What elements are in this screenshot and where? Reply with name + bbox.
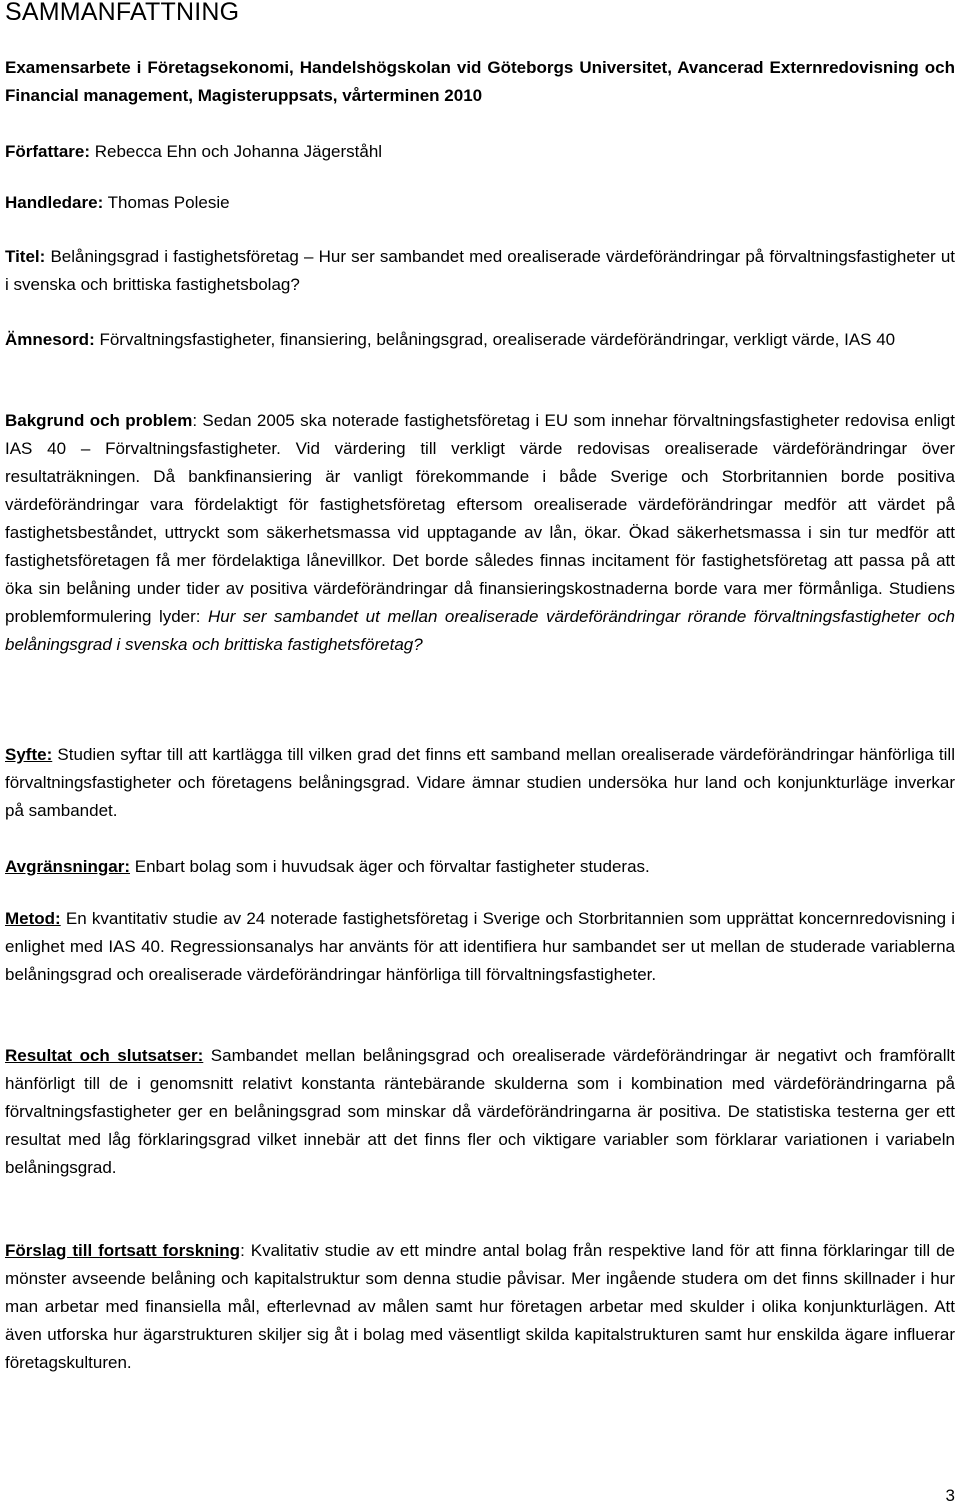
page-heading: SAMMANFATTNING xyxy=(5,0,240,26)
delimitations-section xyxy=(5,853,955,881)
background-section xyxy=(5,407,955,659)
method-section xyxy=(5,905,955,989)
results-label: Resultat och slutsatser: xyxy=(5,1046,204,1065)
results-value: Sambandet mellan belåningsgrad och orealiserade värdeförändringar är negativt och framförallt hänförligt till de i genomsnitt relativt konstanta räntebärande skulderna som i kombination med värdeförändringarna på förvaltningsfastigheter ger en belåningsgrad som minskar då värdeförändringarna är positiva. De statistiska testerna ger ett resultat med låg förklaringsgrad vilket innebär att det finns fler och viktigare variabler som förklarar variationen i variabeln belåningsgrad. xyxy=(5,1046,955,1177)
supervisor-value: Thomas Polesie xyxy=(103,193,230,212)
page-number: 3 xyxy=(945,1486,955,1505)
method-value: En kvantitativ studie av 24 noterade fastighetsföretag i Sverige och Storbritannien som upprättat koncernredovisning i enlighet med IAS 40. Regressionsanalys har använts för att identifiera hur sambandet ser ut mellan de studerade variablerna belåningsgrad och orealiserade värdeförändringar hänförliga till förvaltningsfastigheter. xyxy=(5,909,955,984)
keywords-value: Förvaltningsfastigheter, finansiering, belåningsgrad, orealiserade värdeförändringar, verkligt värde, IAS 40 xyxy=(94,330,896,349)
supervisor-label: Handledare: xyxy=(5,193,104,212)
background-text: : Sedan 2005 ska noterade fastighetsföretag i EU som innehar förvaltningsfastigheter redovisa enligt IAS 40 – Förvaltningsfastigheter. Vid värdering till verkligt värde redovisas orealiserade värdeförändringar över resultaträkningen. Då bankfinansiering är vanligt förekommande i både Sverige och Storbritannien borde positiva värdeförändringar vara fördelaktigt för fastighetsföretag eftersom orealiserade värdeförändringar medför att värdet på fastighetsbeståndet, uttryckt som säkerhetsmassa vid upptagande av lån, ökar. Ökad säkerhetsmassa i sin tur medför att fastighetsföretagen få mer fördelaktiga lånevillkor. Det borde således finnas incitament för fastighetsföretag att passa på att öka sin belåning under tider av positiva värdeförändringar då finansieringskostnaderna borde vara mer förmånliga. Studiens problemformulering lyder: xyxy=(5,411,955,626)
authors-label: Författare: xyxy=(5,142,91,161)
keywords-line xyxy=(5,326,955,354)
supervisor-line xyxy=(5,189,955,217)
delimitations-value: Enbart bolag som i huvudsak äger och förvaltar fastigheter studeras. xyxy=(130,857,650,876)
title-line xyxy=(5,243,955,299)
results-section xyxy=(5,1042,955,1182)
further-research-section xyxy=(5,1237,955,1377)
title-label: Titel: xyxy=(5,247,46,266)
further-research-label: Förslag till fortsatt forskning xyxy=(5,1241,241,1260)
delimitations-label: Avgränsningar: xyxy=(5,857,131,876)
research-question: Hur ser sambandet ut mellan orealiserade värdeförändringar rörande förvaltningsfastigheter och belåningsgrad i svenska och brittiska fastighetsföretag? xyxy=(5,607,956,654)
purpose-label: Syfte: xyxy=(5,745,53,764)
authors-value: Rebecca Ehn och Johanna Jägerståhl xyxy=(90,142,383,161)
title-value: Belåningsgrad i fastighetsföretag – Hur ser sambandet med orealiserade värdeförändringar på förvaltningsfastigheter ut i svenska och brittiska fastighetsbolag? xyxy=(5,247,955,294)
background-label: Bakgrund och problem xyxy=(5,411,193,430)
keywords-label: Ämnesord: xyxy=(5,330,95,349)
authors-line xyxy=(5,138,955,166)
method-label: Metod: xyxy=(5,909,61,928)
purpose-value: Studien syftar till att kartlägga till vilken grad det finns ett samband mellan orealiserade värdeförändringar hänförliga till förvaltningsfastigheter och företagens belåningsgrad. Vidare ämnar studien undersöka hur land och konjunkturläge inverkar på sambandet. xyxy=(5,745,955,820)
program-info: Examensarbete i Företagsekonomi, Handelshögskolan vid Göteborgs Universitet, Avancerad Externredovisning och Financial management, Magisteruppsats, vårterminen 2010 xyxy=(5,58,955,105)
further-research-value: : Kvalitativ studie av ett mindre antal bolag från respektive land för att finna förklaringar till de mönster avseende belåning och kapitalstruktur som denna studie påvisar. Mer ingående studera om det finns skillnader i hur man arbetar med finansiella mål, efterlevnad av målen samt hur företagen arbetar med skulder i olika konjunkturlägen. Att även utforska hur ägarstrukturen skiljer sig åt i bolag med väsentligt skilda kapitalstrukturen samt hur enskilda ägare influerar företagskulturen. xyxy=(5,1241,955,1372)
purpose-section xyxy=(5,741,955,825)
